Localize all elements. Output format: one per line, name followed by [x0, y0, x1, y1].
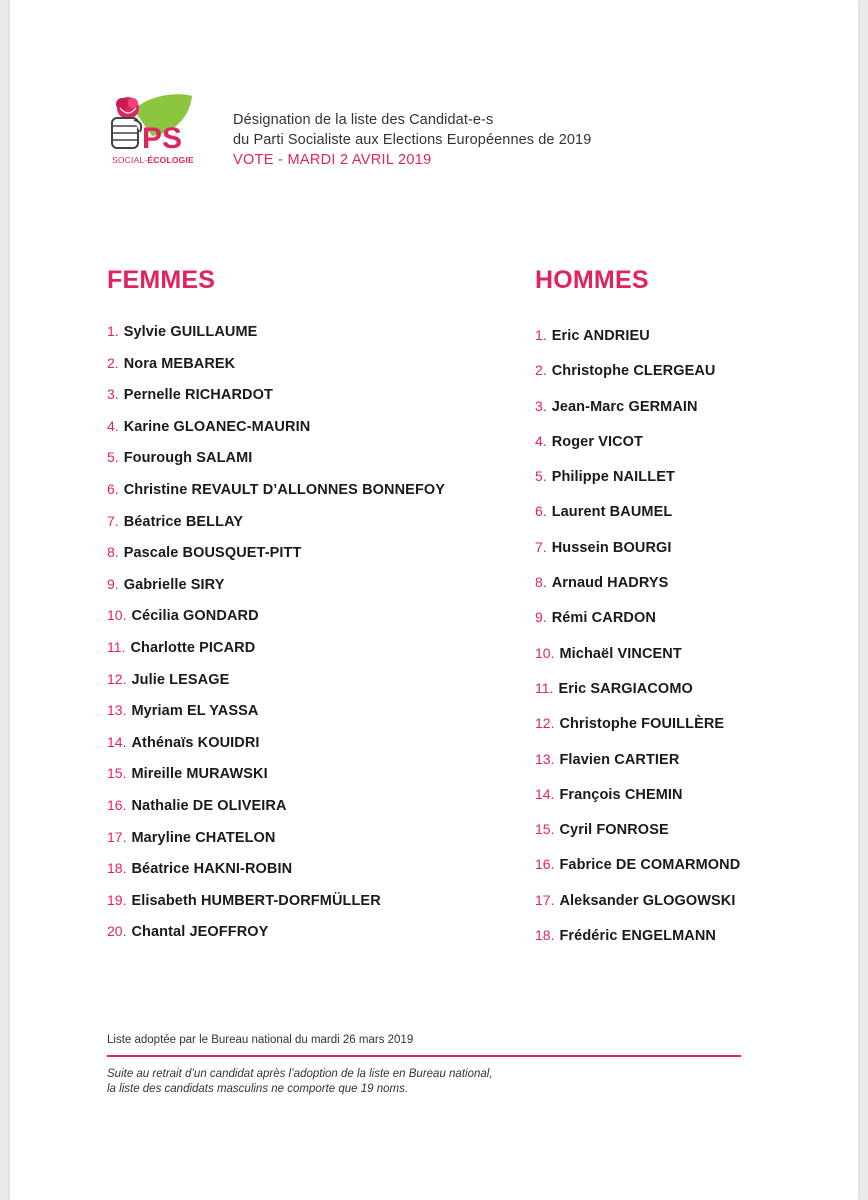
logo-tagline: [112, 155, 194, 165]
candidate-item: [535, 927, 740, 962]
candidate-name: Aleksander GLOGOWSKI: [559, 892, 736, 909]
candidate-name: Michaël VINCENT: [559, 645, 682, 662]
candidate-item: [107, 892, 445, 924]
candidate-rank: 9.: [535, 609, 547, 626]
candidate-item: [535, 751, 740, 786]
candidate-name: Rémi CARDON: [551, 610, 656, 627]
candidate-rank: 6.: [535, 503, 547, 520]
candidate-rank: 15.: [107, 765, 127, 782]
candidate-rank: 9.: [107, 575, 119, 592]
candidate-rank: 7.: [107, 512, 119, 529]
candidate-item: [535, 645, 740, 680]
candidate-name: Jean-Marc GERMAIN: [551, 398, 698, 415]
candidate-name: Roger VICOT: [551, 433, 644, 450]
candidate-rank: 17.: [535, 891, 555, 908]
candidate-item: [535, 680, 740, 715]
candidate-rank: 11.: [535, 679, 554, 696]
candidate-name: Béatrice HAKNI-ROBIN: [131, 861, 293, 878]
candidate-rank: 3.: [107, 386, 119, 403]
candidate-rank: 7.: [535, 538, 547, 555]
header-line-2: du Parti Socialiste aux Elections Européennes de 2019: [233, 132, 592, 148]
candidate-rank: 5.: [107, 449, 119, 466]
candidate-item: [107, 797, 445, 829]
candidate-item: [107, 323, 445, 355]
footer-divider: [107, 1055, 741, 1057]
candidate-item: [535, 821, 740, 856]
candidate-item: [535, 362, 740, 397]
candidate-item: [535, 786, 740, 821]
candidate-rank: 10.: [535, 644, 555, 661]
candidate-name: Myriam EL YASSA: [131, 703, 259, 720]
candidate-name: Nora MEBAREK: [123, 355, 236, 372]
hommes-list: [535, 327, 740, 962]
candidate-name: Fourough SALAMI: [123, 450, 253, 467]
candidate-name: Béatrice BELLAY: [123, 513, 244, 530]
candidate-rank: 18.: [535, 927, 555, 944]
candidate-rank: 16.: [535, 856, 555, 873]
candidate-rank: 8.: [535, 574, 547, 591]
candidate-rank: 14.: [107, 733, 127, 750]
candidate-item: [107, 829, 445, 861]
candidate-name: Flavien CARTIER: [559, 751, 680, 768]
candidate-rank: 3.: [535, 397, 547, 414]
candidate-item: [107, 860, 445, 892]
candidate-name: Athénaïs KOUIDRI: [131, 734, 260, 751]
candidate-item: [107, 734, 445, 766]
ps-logo: [104, 92, 204, 170]
candidate-name: Christophe CLERGEAU: [551, 363, 716, 380]
candidate-item: [107, 702, 445, 734]
candidate-name: Chantal JEOFFROY: [131, 924, 269, 941]
vote-date: VOTE - MARDI 2 AVRIL 2019: [233, 152, 432, 168]
candidate-name: Eric SARGIACOMO: [558, 680, 693, 697]
candidate-item: [535, 433, 740, 468]
rose-fist-logo-icon: [104, 92, 204, 158]
candidate-item: [535, 574, 740, 609]
candidate-rank: 2.: [107, 354, 119, 371]
candidate-item: [535, 503, 740, 538]
candidate-name: Gabrielle SIRY: [123, 576, 225, 593]
candidate-rank: 6.: [107, 480, 119, 497]
candidate-name: Cyril FONROSE: [559, 822, 669, 839]
candidate-item: [535, 539, 740, 574]
candidate-rank: 15.: [535, 821, 555, 838]
withdrawal-note: [107, 1067, 493, 1097]
candidate-item: [107, 355, 445, 387]
candidate-name: Frédéric ENGELMANN: [559, 928, 716, 945]
candidate-item: [535, 609, 740, 644]
candidate-name: Karine GLOANEC-MAURIN: [123, 418, 311, 435]
candidate-item: [107, 639, 445, 671]
candidate-item: [107, 513, 445, 545]
candidate-rank: 1.: [107, 323, 119, 339]
candidate-rank: 17.: [107, 828, 127, 845]
candidate-rank: 10.: [107, 607, 127, 624]
candidate-rank: 8.: [107, 544, 119, 561]
candidate-item: [107, 481, 445, 513]
candidate-name: Christophe FOUILLÈRE: [559, 716, 725, 733]
withdrawal-note-line-2: la liste des candidats masculins ne comporte que 19 noms.: [107, 1083, 409, 1095]
candidate-rank: 18.: [107, 860, 127, 877]
logo-tagline-ecologie: ÉCOLOGIE: [147, 155, 194, 165]
candidate-item: [535, 398, 740, 433]
candidate-name: Christine REVAULT D’ALLONNES BONNEFOY: [123, 481, 446, 498]
candidate-name: Eric ANDRIEU: [551, 328, 650, 344]
candidate-name: Philippe NAILLET: [551, 469, 675, 486]
candidate-rank: 1.: [535, 327, 547, 343]
candidate-name: Maryline CHATELON: [131, 829, 276, 846]
candidate-name: Sylvie GUILLAUME: [123, 324, 258, 340]
header-line-1: Désignation de la liste des Candidat-e-s: [233, 112, 494, 128]
svg-text:PS: PS: [142, 122, 183, 155]
candidate-name: Arnaud HADRYS: [551, 575, 669, 592]
candidate-rank: 5.: [535, 468, 547, 485]
candidate-item: [107, 607, 445, 639]
candidate-item: [107, 418, 445, 450]
femmes-title: FEMMES: [107, 266, 216, 294]
candidate-rank: 13.: [535, 750, 555, 767]
candidate-name: Fabrice DE COMARMOND: [559, 857, 741, 874]
candidate-item: [107, 923, 445, 955]
femmes-list: [107, 323, 445, 955]
candidate-rank: 19.: [107, 891, 127, 908]
candidate-name: Hussein BOURGI: [551, 539, 672, 556]
candidate-item: [535, 468, 740, 503]
candidate-item: [107, 544, 445, 576]
candidate-rank: 20.: [107, 923, 127, 940]
candidate-name: Laurent BAUMEL: [551, 504, 673, 521]
document-header: [233, 110, 591, 170]
candidate-item: [535, 892, 740, 927]
candidate-rank: 12.: [107, 670, 127, 687]
candidate-item: [535, 327, 740, 362]
candidate-item: [107, 765, 445, 797]
candidate-rank: 14.: [535, 785, 555, 802]
logo-tagline-social: SOCIAL-: [112, 155, 148, 165]
withdrawal-note-line-1: Suite au retrait d’un candidat après l’adoption de la liste en Bureau national,: [107, 1068, 493, 1080]
candidate-item: [535, 856, 740, 891]
candidate-rank: 4.: [107, 417, 119, 434]
candidate-rank: 12.: [535, 715, 555, 732]
candidate-name: François CHEMIN: [559, 786, 683, 803]
candidate-name: Nathalie DE OLIVEIRA: [131, 797, 287, 814]
candidate-item: [535, 715, 740, 750]
candidate-rank: 16.: [107, 796, 127, 813]
candidate-item: [107, 671, 445, 703]
candidate-rank: 4.: [535, 432, 547, 449]
candidate-name: Julie LESAGE: [131, 671, 230, 688]
candidate-rank: 2.: [535, 362, 547, 379]
candidate-name: Cécilia GONDARD: [131, 608, 259, 625]
candidate-item: [107, 576, 445, 608]
adoption-note: Liste adoptée par le Bureau national du mardi 26 mars 2019: [107, 1034, 414, 1046]
candidate-item: [107, 386, 445, 418]
hommes-title: HOMMES: [535, 266, 649, 294]
candidate-name: Pernelle RICHARDOT: [123, 387, 273, 404]
candidate-name: Pascale BOUSQUET-PITT: [123, 545, 302, 562]
candidate-name: Charlotte PICARD: [130, 639, 256, 656]
candidate-rank: 11.: [107, 638, 126, 655]
candidate-name: Elisabeth HUMBERT-DORFMÜLLER: [131, 892, 381, 909]
candidate-item: [107, 449, 445, 481]
candidate-name: Mireille MURAWSKI: [131, 766, 268, 783]
candidate-rank: 13.: [107, 702, 127, 719]
